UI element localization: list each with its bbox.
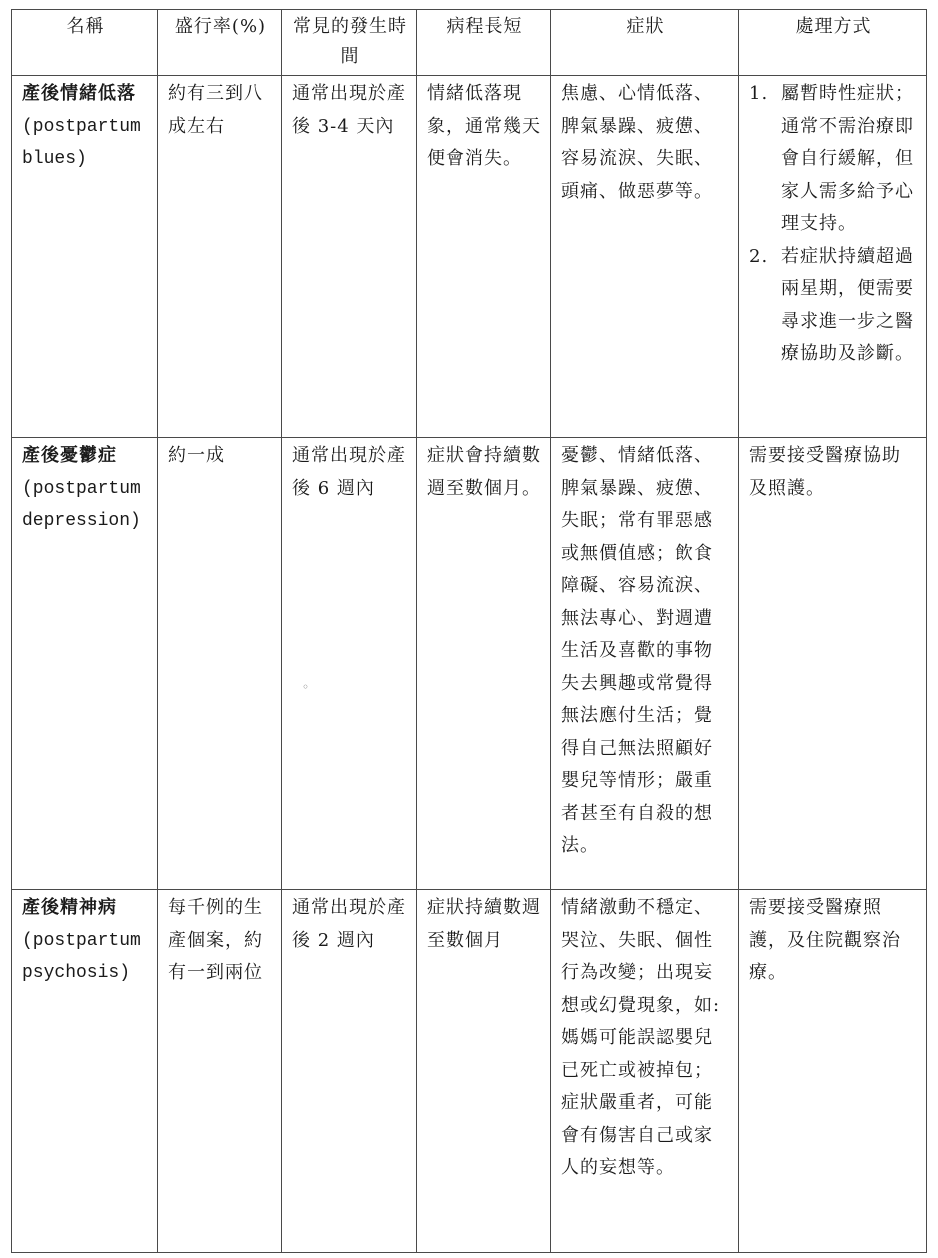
table-row (12, 76, 927, 438)
name-zh: 產後情緒低落 (22, 83, 136, 104)
cell-symptoms: 憂鬱、情緒低落、脾氣暴躁、疲憊、失眠；常有罪惡感或無價值感；飲食障礙、容易流淚、無法專心、對週遭生活及喜歡的事物失去興趣或常覺得無法應付生活；覺得自己無法照顧好嬰兒等情形；嚴重者甚至有自殺的想法。 (551, 438, 739, 890)
header-onset: 常見的發生時間 (282, 10, 417, 76)
cell-prevalence: 約有三到八成左右 (158, 76, 282, 438)
postpartum-conditions-table (11, 9, 927, 1253)
cell-treatment (739, 76, 927, 438)
header-name: 名稱 (12, 10, 158, 76)
name-en: (postpartum blues) (22, 116, 141, 169)
list-text: 若症狀持續超過兩星期，便需要尋求進一步之醫療協助及診斷。 (781, 245, 914, 364)
name-en: (postpartum psychosis) (22, 930, 141, 983)
cell-onset: 通常出現於產後 2 週內 (282, 890, 417, 1253)
cell-prevalence: 每千例的生產個案，約有一到兩位 (158, 890, 282, 1253)
list-number: 2. (749, 245, 769, 267)
list-item (749, 241, 918, 371)
stray-mark: ◦ (302, 680, 310, 694)
name-zh: 產後憂鬱症 (22, 445, 117, 466)
cell-duration: 情緒低落現象，通常幾天便會消失。 (417, 76, 551, 438)
cell-symptoms: 情緒激動不穩定、哭泣、失眠、個性行為改變；出現妄想或幻覺現象，如:媽媽可能誤認嬰兒已死亡或被掉包；症狀嚴重者，可能會有傷害自己或家人的妄想等。 (551, 890, 739, 1253)
cell-treatment: 需要接受醫療照護，及住院觀察治療。 (739, 890, 927, 1253)
cell-onset: 通常出現於產後 6 週內 (282, 438, 417, 890)
header-prevalence: 盛行率(%) (158, 10, 282, 76)
cell-prevalence: 約一成 (158, 438, 282, 890)
header-treatment: 處理方式 (739, 10, 927, 76)
name-en: (postpartum depression) (22, 478, 141, 531)
table-row (12, 890, 927, 1253)
list-text: 屬暫時性症狀；通常不需治療即會自行緩解，但家人需多給予心理支持。 (781, 83, 914, 234)
cell-duration: 症狀會持續數週至數個月。 (417, 438, 551, 890)
list-number: 1. (749, 83, 769, 104)
table-row (12, 438, 927, 890)
cell-treatment: 需要接受醫療協助及照護。 (739, 438, 927, 890)
header-symptoms: 症狀 (551, 10, 739, 76)
cell-symptoms: 焦慮、心情低落、脾氣暴躁、疲憊、容易流淚、失眠、頭痛、做惡夢等。 (551, 76, 739, 438)
cell-name (12, 76, 158, 438)
cell-duration: 症狀持續數週至數個月 (417, 890, 551, 1253)
treatment-list (749, 78, 918, 371)
cell-onset: 通常出現於產後 3-4 天內 (282, 76, 417, 438)
list-item (749, 78, 918, 241)
cell-name (12, 438, 158, 890)
header-duration: 病程長短 (417, 10, 551, 76)
cell-name (12, 890, 158, 1253)
table-header-row (12, 10, 927, 76)
name-zh: 產後精神病 (22, 897, 117, 918)
